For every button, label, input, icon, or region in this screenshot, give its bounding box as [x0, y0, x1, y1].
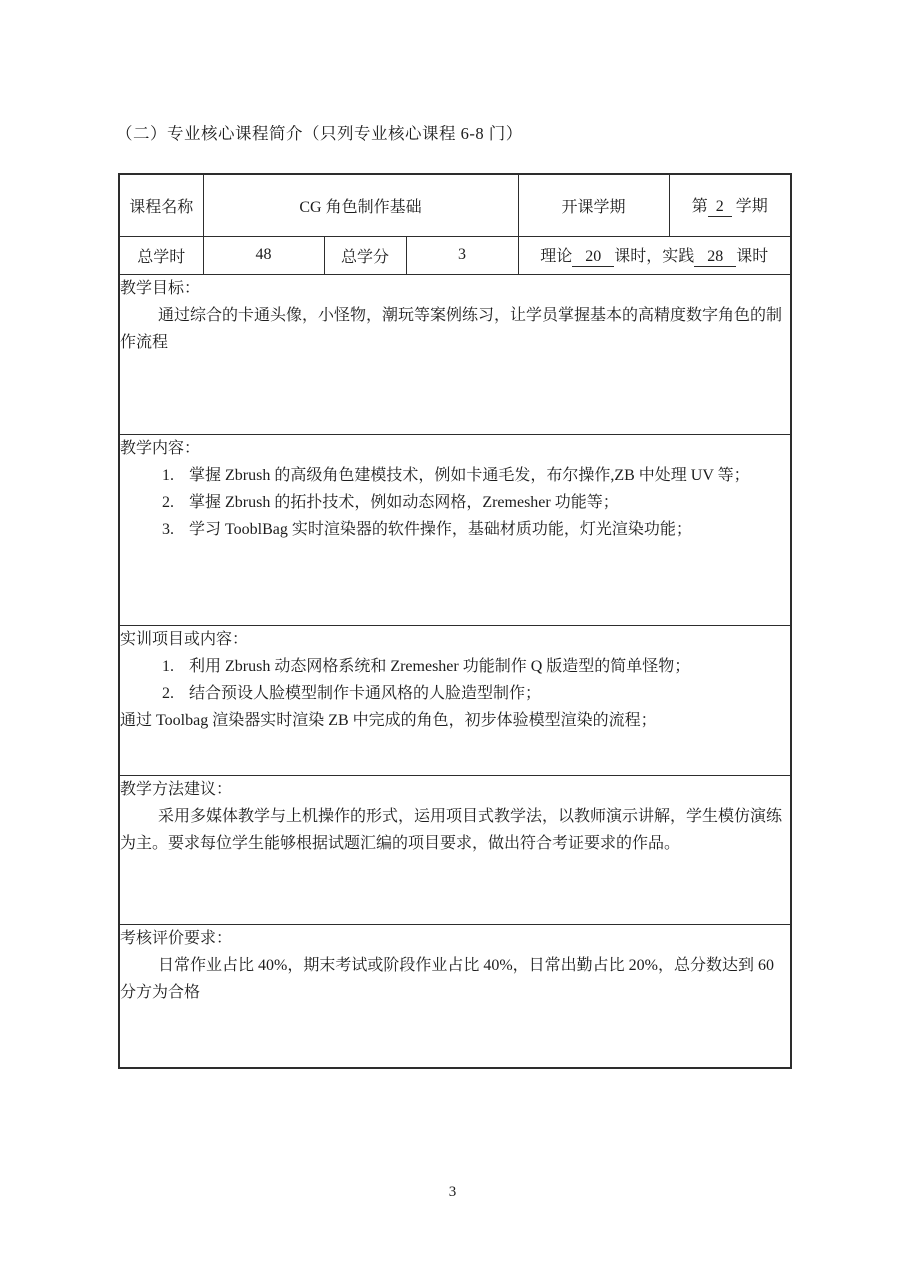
assessment-body: 日常作业占比 40%，期末考试或阶段作业占比 40%，日常出勤占比 20%，总分数达到 60 分方为合格	[120, 956, 774, 1001]
content-item-3-number: 3.	[162, 520, 174, 538]
content-item-2	[120, 489, 790, 516]
practice-title: 实训项目或内容：	[120, 630, 249, 648]
total-hours-value-cell	[203, 236, 324, 274]
course-name-label: 课程名称	[129, 198, 194, 216]
total-credits-value: 3	[458, 246, 466, 263]
section-assessment-requirements	[119, 924, 791, 1068]
methods-title: 教学方法建议：	[120, 780, 233, 798]
section-teaching-methods	[119, 775, 791, 924]
theory-suffix: 课时，实践	[614, 248, 695, 265]
practice-item-1	[120, 653, 790, 680]
content-title: 教学内容：	[120, 439, 201, 457]
page-title: （二）专业核心课程简介（只列专业核心课程 6-8 门）	[116, 124, 523, 143]
table-row-content	[119, 434, 791, 625]
practice-item-2-number: 2.	[162, 684, 174, 702]
content-item-1	[120, 462, 790, 489]
practice-hours-value: 28	[707, 248, 724, 265]
semester-blank-underline	[708, 198, 732, 217]
content-item-3	[120, 516, 790, 543]
content-item-2-text: 掌握 Zbrush 的拓扑技术，例如动态网格，Zremesher 功能等；	[189, 493, 619, 511]
total-hours-value: 48	[255, 246, 272, 263]
table-row-hours	[119, 236, 791, 274]
semester-number: 2	[715, 198, 724, 216]
practice-hours-underline	[694, 248, 736, 267]
semester-suffix: 学期	[735, 198, 768, 216]
table-row-methods	[119, 775, 791, 924]
table-row-assessment	[119, 924, 791, 1068]
semester-prefix: 第	[691, 198, 708, 216]
methods-body: 采用多媒体教学与上机操作的形式，运用项目式教学法，以教师演示讲解，学生模仿演练为主。要求每位学生能够根据试题汇编的项目要求，做出符合考证要求的作品。	[120, 807, 783, 852]
practice-item-1-text: 利用 Zbrush 动态网格系统和 Zremesher 功能制作 Q 版造型的简单怪物；	[189, 657, 691, 675]
table-row-objectives	[119, 274, 791, 434]
content-item-1-number: 1.	[162, 466, 174, 484]
content-item-1-text: 掌握 Zbrush 的高级角色建模技术，例如卡通毛发，布尔操作,ZB 中处理 UV 等；	[189, 466, 750, 484]
course-name-label-cell	[119, 174, 203, 236]
total-hours-label-cell	[119, 236, 203, 274]
content-item-2-number: 2.	[162, 493, 174, 511]
total-credits-label-cell	[324, 236, 406, 274]
hours-breakdown-cell	[518, 236, 791, 274]
section-teaching-content	[119, 434, 791, 625]
course-intro-table	[118, 173, 792, 1069]
section-practice-projects	[119, 625, 791, 775]
course-name-value: CG 角色制作基础	[299, 198, 422, 216]
total-credits-value-cell	[406, 236, 518, 274]
course-name-value-cell	[203, 174, 518, 236]
practice-footer: 通过 Toolbag 渲染器实时渲染 ZB 中完成的角色，初步体验模型渲染的流程；	[120, 711, 657, 729]
section-teaching-objectives	[119, 274, 791, 434]
objectives-body: 通过综合的卡通头像，小怪物，潮玩等案例练习，让学员掌握基本的高精度数字角色的制作流程	[120, 306, 783, 351]
total-credits-label: 总学分	[340, 248, 389, 266]
semester-label: 开课学期	[561, 198, 626, 216]
page-number: 3	[448, 1184, 457, 1200]
table-row-practice	[119, 625, 791, 775]
semester-label-cell	[518, 174, 669, 236]
theory-hours-value: 20	[585, 248, 602, 265]
total-hours-label: 总学时	[137, 248, 186, 266]
theory-label: 理论	[540, 248, 573, 265]
assessment-title: 考核评价要求：	[120, 929, 233, 947]
practice-item-2-text: 结合预设人脸模型制作卡通风格的人脸造型制作；	[189, 684, 542, 702]
table-row-course-name	[119, 174, 791, 236]
practice-item-1-number: 1.	[162, 657, 174, 675]
theory-hours-underline	[572, 248, 614, 267]
content-item-3-text: 学习 TooblBag 实时渲染器的软件操作，基础材质功能，灯光渲染功能；	[189, 520, 692, 538]
semester-value-cell	[669, 174, 791, 236]
objectives-title: 教学目标：	[120, 279, 201, 297]
practice-item-2	[120, 680, 790, 707]
practice-suffix: 课时	[736, 248, 769, 265]
